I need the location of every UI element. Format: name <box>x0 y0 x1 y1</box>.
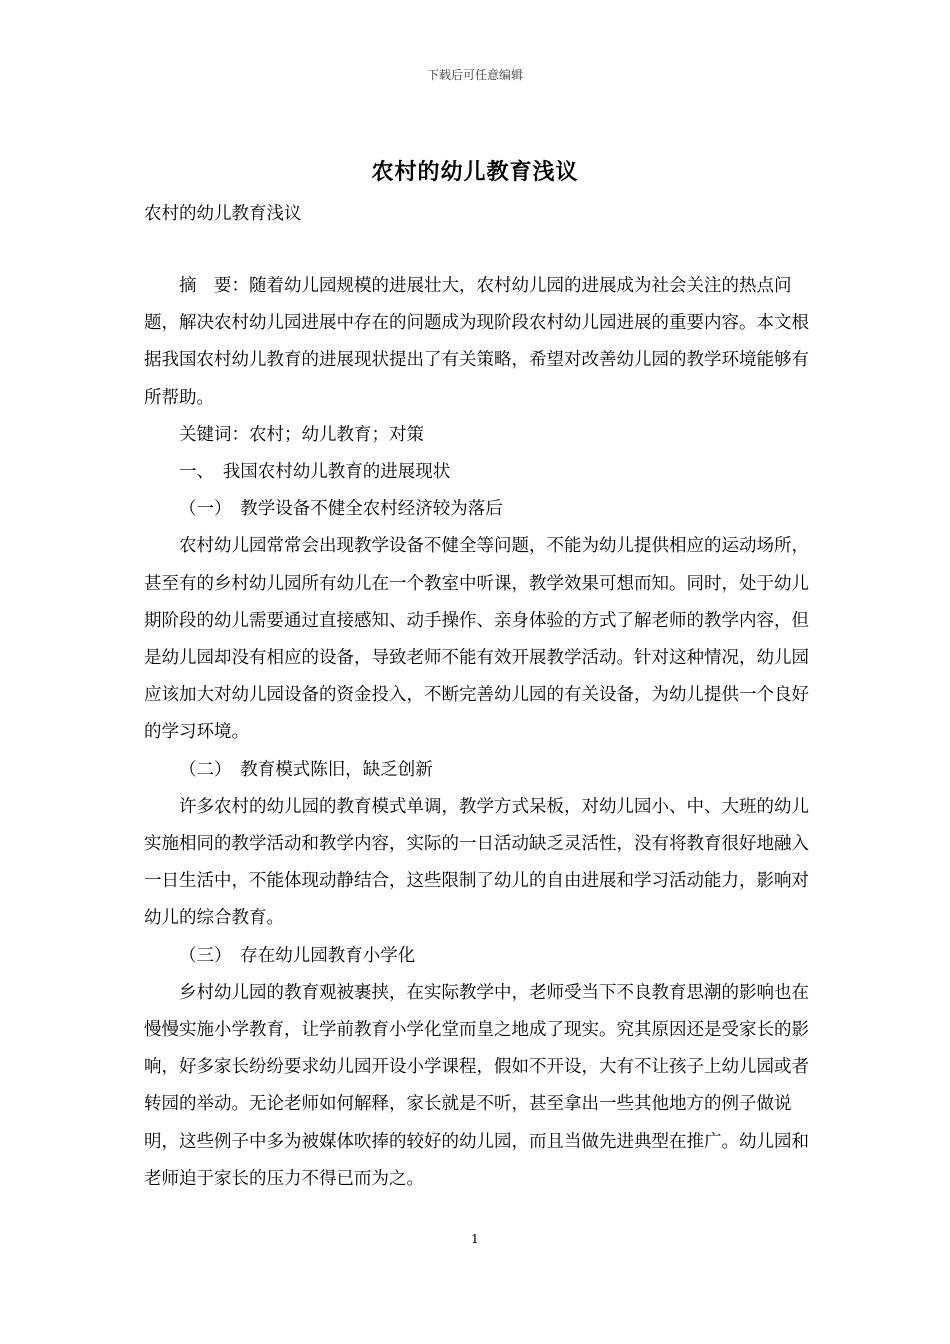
subsection-body-3: 乡村幼儿园的教育观被裹挟，在实际教学中，老师受当下不良教育思潮的影响也在慢慢实施小学教育，让学前教育小学化堂而皇之地成了现实。究其原因还是受家长的影响，好多家长纷纷要求幼儿园开设小学课程，假如不开设，大有不让孩子上幼儿园或者转园的举动。无论老师如何解释，家长就是不听，甚至拿出一些其他地方的例子做说明，这些例子中多为被媒体吹捧的较好的幼儿园，而且当做先进典型在推广。幼儿园和老师迫于家长的压力不得已而为之。 <box>144 982 809 1189</box>
subsection-heading-2: （二） 教育模式陈旧，缺乏创新 <box>179 759 433 780</box>
blank-line <box>144 233 824 268</box>
page-header-note: 下载后可任意编辑 <box>426 68 523 82</box>
document-body <box>144 196 824 1198</box>
subsection-heading-1: （一） 教学设备不健全农村经济较为落后 <box>179 499 503 520</box>
document-title: 农村的幼儿教育浅议 <box>371 159 579 185</box>
keywords-line: 关键词：农村；幼儿教育；对策 <box>179 424 424 445</box>
abstract-paragraph: 摘 要：随着幼儿园规模的进展壮大，农村幼儿园的进展成为社会关注的热点问题，解决农村幼儿园进展中存在的问题成为现阶段农村幼儿园进展的重要内容。本文根据我国农村幼儿教育的进展现状提出了有关策略，希望对改善幼儿园的教学环境能够有所帮助。 <box>144 276 809 408</box>
section-heading-1: 一、 我国农村幼儿教育的进展现状 <box>179 462 451 483</box>
subsection-body-2: 许多农村的幼儿园的教育模式单调，教学方式呆板，对幼儿园小、中、大班的幼儿实施相同的教学活动和教学内容，实际的一日活动缺乏灵活性，没有将教育很好地融入一日生活中，不能体现动静结合，这些限制了幼儿的自由进展和学习活动能力，影响对幼儿的综合教育。 <box>144 796 809 929</box>
document-subtitle: 农村的幼儿教育浅议 <box>144 204 302 224</box>
subsection-body-1: 农村幼儿园常常会出现教学设备不健全等问题，不能为幼儿提供相应的运动场所，甚至有的乡村幼儿园所有幼儿在一个教室中听课，教学效果可想而知。同时，处于幼儿期阶段的幼儿需要通过直接感知、动手操作、亲身体验的方式了解老师的教学内容，但是幼儿园却没有相应的设备，导致老师不能有效开展教学活动。针对这种情况，幼儿园应该加大对幼儿园设备的资金投入，不断完善幼儿园的有关设备，为幼儿提供一个良好的学习环境。 <box>144 536 809 743</box>
subsection-heading-3: （三） 存在幼儿园教育小学化 <box>179 945 416 966</box>
page-number: 1 <box>471 1232 479 1246</box>
